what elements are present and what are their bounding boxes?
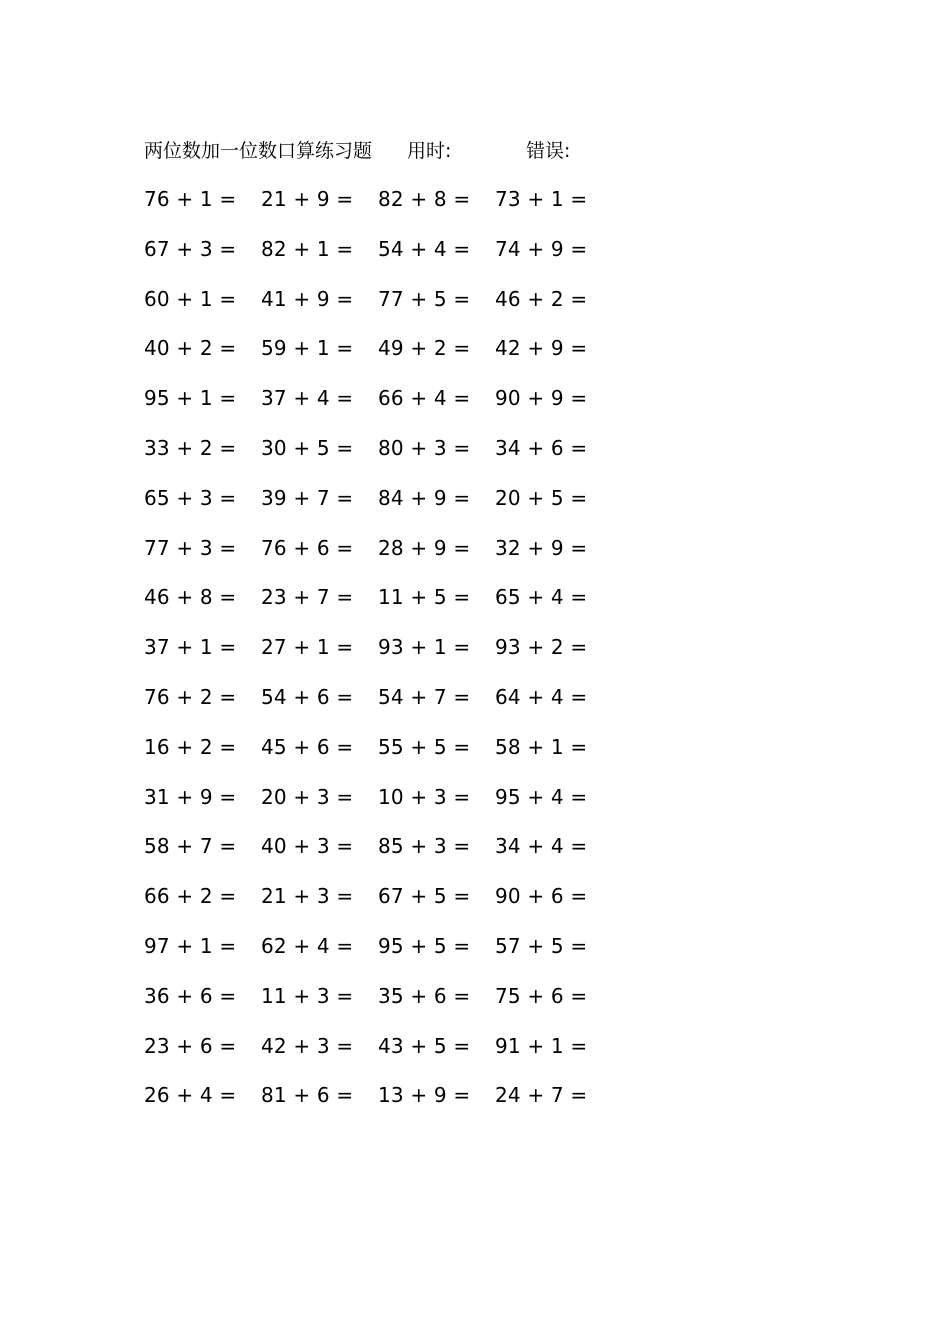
problem-row	[144, 283, 624, 333]
problem-item: 34 + 6 =	[495, 435, 588, 460]
problem-item: 58 + 7 =	[144, 834, 237, 859]
problem-row	[144, 332, 624, 382]
problem-item: 11 + 3 =	[261, 983, 354, 1008]
problem-row	[144, 432, 624, 482]
problem-item: 90 + 6 =	[495, 884, 588, 909]
problem-grid	[144, 183, 624, 1129]
problem-row	[144, 233, 624, 283]
problem-item: 77 + 3 =	[144, 535, 237, 560]
problem-item: 55 + 5 =	[378, 734, 471, 759]
problem-row	[144, 830, 624, 880]
problem-item: 60 + 1 =	[144, 286, 237, 311]
problem-item: 91 + 1 =	[495, 1033, 588, 1058]
problem-row	[144, 880, 624, 930]
problem-item: 73 + 1 =	[495, 187, 588, 211]
problem-item: 42 + 3 =	[261, 1033, 354, 1058]
problem-item: 37 + 4 =	[261, 386, 354, 411]
problem-item: 90 + 9 =	[495, 386, 588, 411]
problem-row	[144, 1079, 624, 1129]
problem-item: 20 + 3 =	[261, 784, 354, 809]
problem-item: 43 + 5 =	[378, 1033, 471, 1058]
problem-item: 37 + 1 =	[144, 635, 237, 660]
problem-item: 85 + 3 =	[378, 834, 471, 859]
problem-item: 40 + 3 =	[261, 834, 354, 859]
problem-item: 32 + 9 =	[495, 535, 588, 560]
problem-row	[144, 631, 624, 681]
problem-row	[144, 731, 624, 781]
problem-item: 58 + 1 =	[495, 734, 588, 759]
problem-item: 35 + 6 =	[378, 983, 471, 1008]
problem-item: 21 + 9 =	[261, 187, 354, 211]
problem-item: 77 + 5 =	[378, 286, 471, 311]
problem-item: 33 + 2 =	[144, 435, 237, 460]
problem-item: 10 + 3 =	[378, 784, 471, 809]
problem-item: 80 + 3 =	[378, 435, 471, 460]
problem-row	[144, 183, 624, 233]
problem-item: 21 + 3 =	[261, 884, 354, 909]
problem-item: 95 + 4 =	[495, 784, 588, 809]
problem-item: 76 + 6 =	[261, 535, 354, 560]
problem-item: 74 + 9 =	[495, 236, 588, 261]
problem-item: 62 + 4 =	[261, 933, 354, 958]
problem-item: 49 + 2 =	[378, 336, 471, 361]
problem-item: 95 + 5 =	[378, 933, 471, 958]
problem-item: 93 + 2 =	[495, 635, 588, 660]
problem-row	[144, 1030, 624, 1080]
problem-item: 34 + 4 =	[495, 834, 588, 859]
problem-item: 16 + 2 =	[144, 734, 237, 759]
problem-item: 30 + 5 =	[261, 435, 354, 460]
problem-item: 45 + 6 =	[261, 734, 354, 759]
problem-item: 42 + 9 =	[495, 336, 588, 361]
problem-item: 46 + 2 =	[495, 286, 588, 311]
problem-item: 95 + 1 =	[144, 386, 237, 411]
problem-item: 82 + 1 =	[261, 236, 354, 261]
problem-item: 54 + 7 =	[378, 684, 471, 709]
problem-item: 54 + 4 =	[378, 236, 471, 261]
problem-row	[144, 980, 624, 1030]
problem-item: 31 + 9 =	[144, 784, 237, 809]
problem-item: 41 + 9 =	[261, 286, 354, 311]
problem-item: 59 + 1 =	[261, 336, 354, 361]
problem-item: 65 + 3 =	[144, 485, 237, 510]
errors-label: 错误:	[526, 140, 571, 162]
problem-row	[144, 382, 624, 432]
problem-item: 26 + 4 =	[144, 1083, 237, 1108]
problem-item: 97 + 1 =	[144, 933, 237, 958]
problem-item: 57 + 5 =	[495, 933, 588, 958]
problem-item: 27 + 1 =	[261, 635, 354, 660]
problem-item: 76 + 1 =	[144, 187, 237, 211]
problem-item: 28 + 9 =	[378, 535, 471, 560]
problem-item: 20 + 5 =	[495, 485, 588, 510]
problem-item: 84 + 9 =	[378, 485, 471, 510]
problem-item: 36 + 6 =	[144, 983, 237, 1008]
problem-row	[144, 681, 624, 731]
problem-row	[144, 581, 624, 631]
problem-item: 66 + 4 =	[378, 386, 471, 411]
problem-item: 23 + 7 =	[261, 585, 354, 610]
problem-item: 11 + 5 =	[378, 585, 471, 610]
problem-item: 24 + 7 =	[495, 1083, 588, 1108]
problem-item: 67 + 3 =	[144, 236, 237, 261]
problem-item: 13 + 9 =	[378, 1083, 471, 1108]
worksheet-header	[144, 136, 664, 166]
problem-item: 76 + 2 =	[144, 684, 237, 709]
worksheet-title: 两位数加一位数口算练习题	[144, 140, 373, 162]
problem-item: 66 + 2 =	[144, 884, 237, 909]
time-used-label: 用时:	[407, 140, 452, 162]
problem-item: 81 + 6 =	[261, 1083, 354, 1108]
problem-item: 46 + 8 =	[144, 585, 237, 610]
problem-item: 40 + 2 =	[144, 336, 237, 361]
problem-row	[144, 930, 624, 980]
problem-item: 75 + 6 =	[495, 983, 588, 1008]
problem-item: 93 + 1 =	[378, 635, 471, 660]
problem-item: 23 + 6 =	[144, 1033, 237, 1058]
problem-row	[144, 532, 624, 582]
problem-row	[144, 482, 624, 532]
problem-item: 65 + 4 =	[495, 585, 588, 610]
problem-item: 39 + 7 =	[261, 485, 354, 510]
problem-item: 67 + 5 =	[378, 884, 471, 909]
problem-row	[144, 781, 624, 831]
problem-item: 82 + 8 =	[378, 187, 471, 211]
problem-item: 64 + 4 =	[495, 684, 588, 709]
problem-item: 54 + 6 =	[261, 684, 354, 709]
